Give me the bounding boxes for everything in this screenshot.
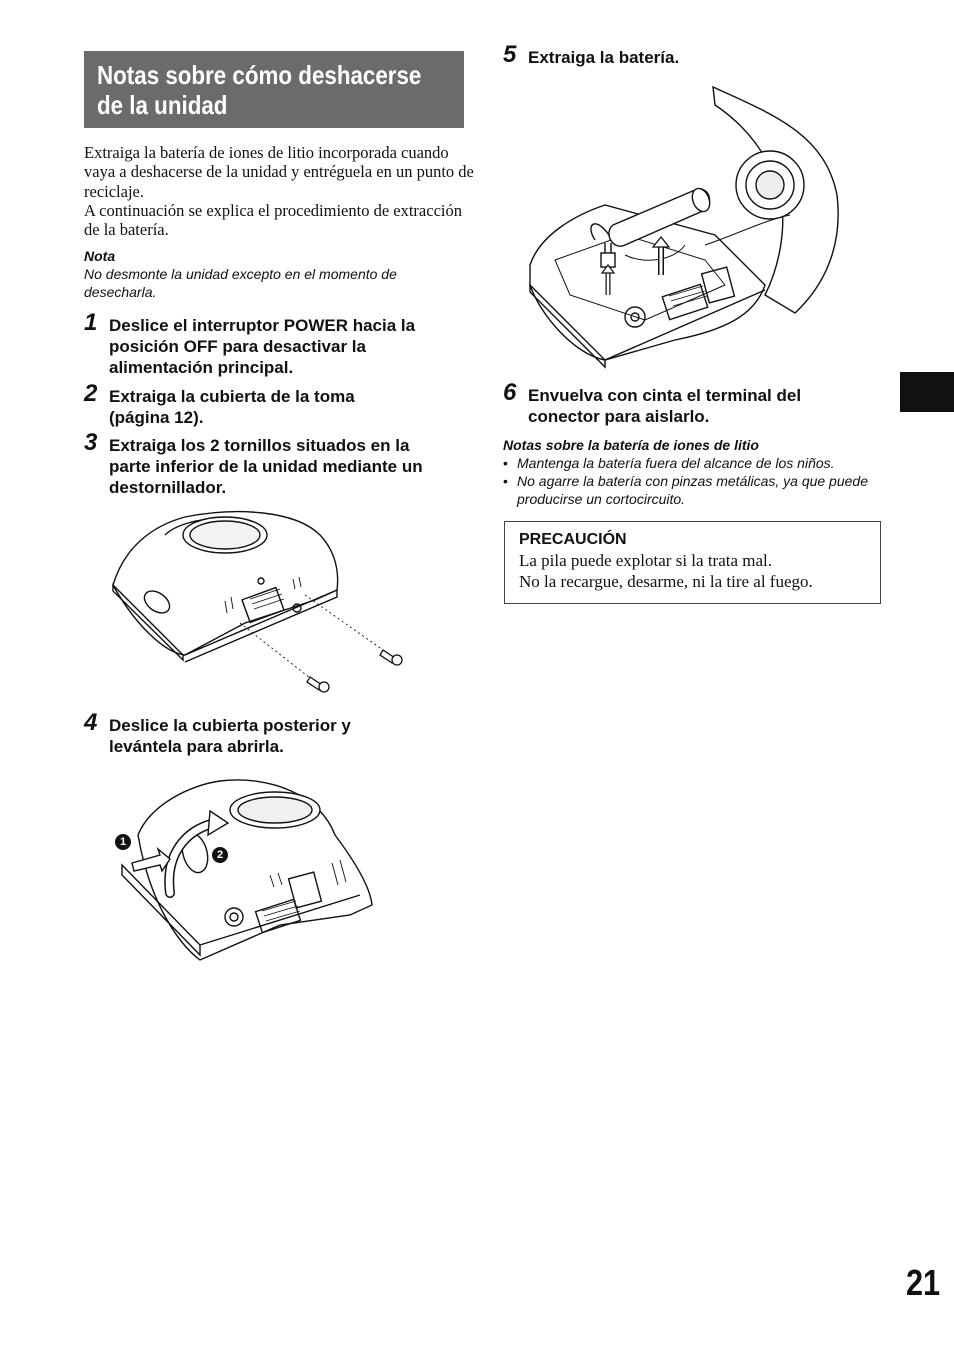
marker-2-label: 2	[216, 849, 224, 861]
caution-line-1: La pila puede explotar si la trata mal.	[519, 551, 773, 570]
step-3	[84, 429, 474, 499]
caution-box	[504, 521, 881, 604]
intro-text	[84, 143, 474, 239]
step-6	[503, 379, 903, 429]
note-title: Nota	[84, 248, 116, 264]
section-heading	[84, 51, 464, 128]
step-4-number: 4	[84, 709, 98, 736]
caution-title: PRECAUCIÓN	[519, 531, 627, 548]
step-3-number: 3	[84, 429, 98, 456]
step-2	[84, 380, 474, 430]
note-body: No desmonte la unidad excepto en el momento de desecharla.	[84, 266, 397, 300]
step-5-number: 5	[503, 41, 517, 68]
intro-paragraph-2: A continuación se explica el procedimiento de extracción de la batería.	[84, 200, 462, 240]
step-1-number: 1	[84, 309, 98, 336]
step-6-text: Envuelva con cinta el terminal del conector para aislarlo.	[528, 386, 802, 426]
step-3-text: Extraiga los 2 tornillos situados en la parte inferior de la unidad mediante un destornillador.	[109, 436, 423, 497]
heading-line-1: Notas sobre cómo deshacerse	[97, 60, 422, 90]
page-number: 21	[905, 1262, 940, 1303]
figure-open-cover	[110, 775, 380, 965]
battery-notes	[503, 436, 893, 508]
step-2-number: 2	[84, 380, 98, 407]
intro-paragraph-1: Extraiga la batería de iones de litio incorporada cuando vaya a deshacerse de la unidad y entréguela en un punto de reciclaje.	[84, 143, 474, 201]
step-4-text: Deslice la cubierta posterior y levántela para abrirla.	[109, 716, 351, 756]
heading-line-2: de la unidad	[97, 90, 228, 120]
battery-note-item: • No agarre la batería con pinzas metálicas, ya que puede producirse un cortocircuito.	[503, 472, 893, 508]
figure-extract-battery	[525, 85, 845, 370]
figure-remove-screws	[105, 505, 415, 700]
step-1	[84, 309, 474, 379]
battery-notes-list	[503, 454, 893, 508]
figure-open-cover-drawing	[110, 775, 380, 965]
battery-notes-title: Notas sobre la batería de iones de litio	[503, 437, 759, 453]
step-6-number: 6	[503, 379, 517, 406]
step-1-text: Deslice el interruptor POWER hacia la posición OFF para desactivar la alimentación principal.	[109, 316, 416, 377]
battery-note-item: • Mantenga la batería fuera del alcance de los niños.	[503, 454, 893, 472]
step-5	[503, 41, 903, 71]
section-edge-tab	[900, 372, 954, 412]
step-2-text: Extraiga la cubierta de la toma (página 12).	[109, 387, 355, 427]
caution-line-2: No la recargue, desarme, ni la tire al fuego.	[519, 572, 813, 591]
marker-1-label: 1	[119, 836, 127, 848]
note	[84, 247, 464, 301]
step-5-text: Extraiga la batería.	[528, 48, 680, 67]
step-4	[84, 709, 474, 759]
